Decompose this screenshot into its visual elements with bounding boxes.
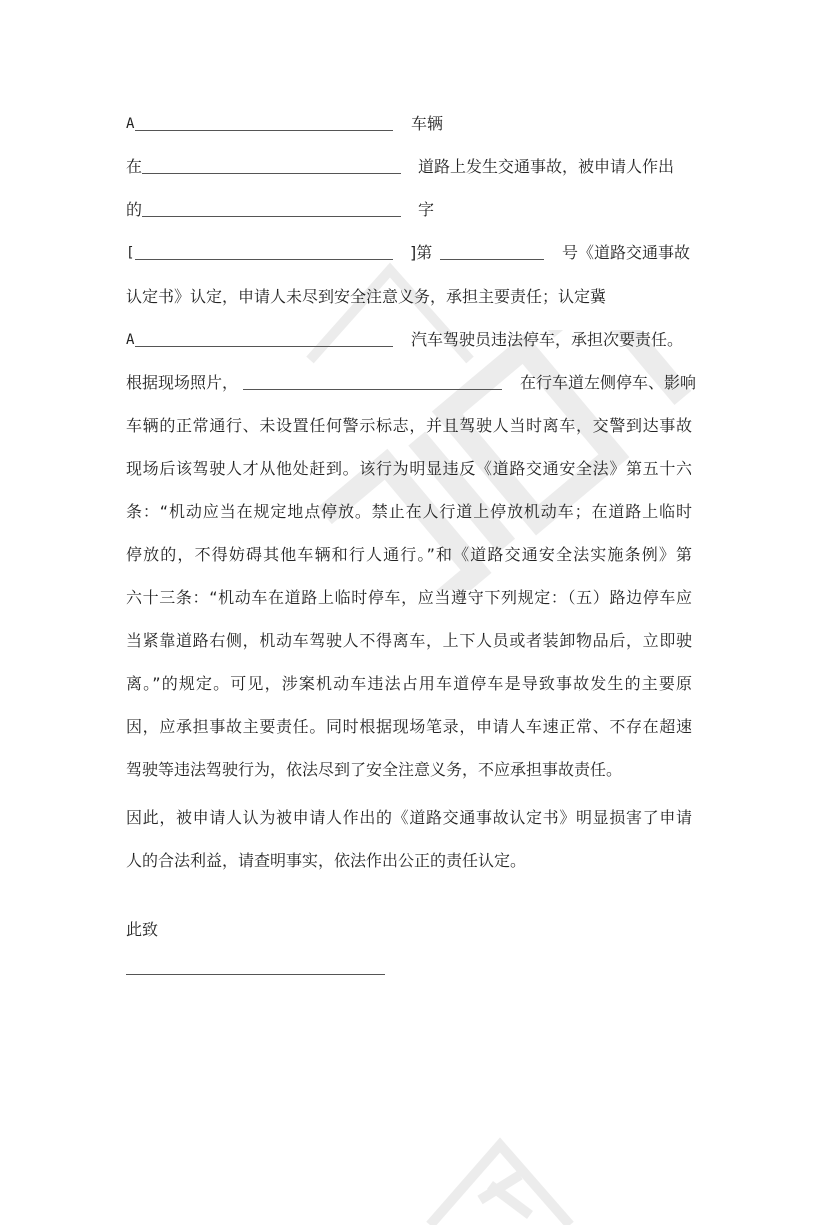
recipient-blank[interactable] [126, 974, 385, 975]
vehicle-plate-blank[interactable] [135, 130, 393, 131]
road-location-blank[interactable] [142, 173, 401, 174]
line-prefix: A [126, 332, 135, 348]
body-line: 当紧靠道路右侧，机动车驾驶人不得离车，上下人员或者装卸物品后，立即驶 [126, 631, 692, 650]
line-prefix: 根据现场照片， [126, 373, 239, 392]
body-line: 离。”的规定。可见，涉案机动车违法占用车道停车是导致事故发生的主要原 [126, 674, 692, 693]
conclusion-line: 因此，被申请人认为被申请人作出的《道路交通事故认定书》明显损害了申请 [126, 808, 692, 827]
other-vehicle-plate-blank[interactable] [135, 346, 393, 347]
body-line: 现场后该驾驶人才从他处赶到。该行为明显违反《道路交通安全法》第五十六 [126, 459, 692, 478]
bracket-close-di: ]第 [410, 243, 433, 262]
document-number-blank[interactable] [440, 259, 544, 260]
document-word-blank[interactable] [142, 216, 401, 217]
line-prefix: 在 [126, 157, 143, 176]
line-suffix: 在行车道左侧停车、影响 [520, 373, 697, 392]
conclusion-line: 人的合法利益，请查明事实，依法作出公正的责任认定。 [126, 851, 527, 870]
watermark-diamond-top-icon [290, 250, 490, 370]
line-suffix: 道路上发生交通事故，被申请人作出 [418, 157, 675, 176]
document-year-blank[interactable] [135, 259, 393, 260]
line-suffix: 号《道路交通事故 [562, 243, 691, 262]
bracket-open: [ [126, 245, 135, 261]
body-line: 因，应承担事故主要责任。同时根据现场笔录，申请人车速正常、不存在超速 [126, 717, 692, 736]
vehicle-description-blank[interactable] [243, 389, 502, 390]
line-prefix: A [126, 116, 135, 132]
body-line: 车辆的正常通行、未设置任何警示标志，并且驾驶人当时离车，交警到达事故 [126, 416, 692, 435]
body-line: 六十三条：“机动车在道路上临时停车，应当遵守下列规定：（五）路边停车应 [126, 588, 692, 607]
line-prefix: 的 [126, 200, 143, 219]
body-line: 停放的，不得妨碍其他车辆和行人通行。”和《道路交通安全法实施条例》第 [126, 545, 692, 564]
closing-salutation: 此致 [126, 920, 159, 939]
text-line: 认定书》认定，申请人未尽到安全注意义务，承担主要责任；认定冀 [126, 287, 607, 306]
watermark-diamond-icon [410, 1105, 590, 1225]
line-suffix: 字 [418, 200, 435, 219]
body-line: 驾驶等违法驾驶行为，依法尽到了安全注意义务，不应承担事故责任。 [126, 760, 623, 779]
body-line: 条：“机动应当在规定地点停放。禁止在人行道上停放机动车；在道路上临时 [126, 502, 692, 521]
line-suffix: 汽车驾驶员违法停车，承担次要责任。 [411, 330, 684, 349]
line-suffix: 车辆 [411, 114, 444, 133]
